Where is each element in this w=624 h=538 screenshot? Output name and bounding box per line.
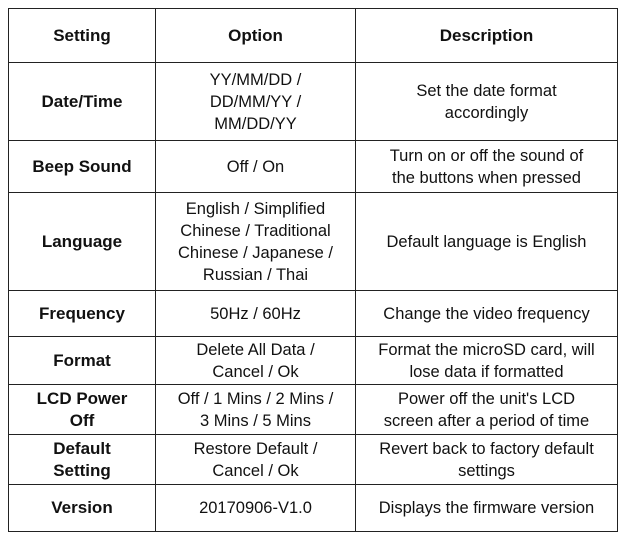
row-description: Power off the unit's LCD screen after a period of time bbox=[356, 385, 618, 435]
table-row bbox=[9, 485, 618, 532]
row-setting: Date/Time bbox=[9, 63, 156, 141]
row-description: Displays the firmware version bbox=[356, 485, 618, 532]
row-description: Turn on or off the sound of the buttons when pressed bbox=[356, 141, 618, 193]
row-setting: Default Setting bbox=[9, 435, 156, 485]
row-setting: Version bbox=[9, 485, 156, 532]
row-option: 20170906-V1.0 bbox=[156, 485, 356, 532]
row-option: Off / On bbox=[156, 141, 356, 193]
header-option: Option bbox=[156, 9, 356, 63]
header-setting: Setting bbox=[9, 9, 156, 63]
row-setting: Format bbox=[9, 337, 156, 385]
row-setting: Frequency bbox=[9, 291, 156, 337]
header-description: Description bbox=[356, 9, 618, 63]
row-option: English / Simplified Chinese / Traditional Chinese / Japanese / Russian / Thai bbox=[156, 193, 356, 291]
row-description: Set the date format accordingly bbox=[356, 63, 618, 141]
settings-table bbox=[8, 8, 618, 532]
row-setting: Beep Sound bbox=[9, 141, 156, 193]
row-description: Default language is English bbox=[356, 193, 618, 291]
table-header-row bbox=[9, 9, 618, 63]
table-row bbox=[9, 435, 618, 485]
table-row bbox=[9, 141, 618, 193]
table-row bbox=[9, 63, 618, 141]
row-option: Delete All Data / Cancel / Ok bbox=[156, 337, 356, 385]
row-option: YY/MM/DD / DD/MM/YY / MM/DD/YY bbox=[156, 63, 356, 141]
row-setting: LCD Power Off bbox=[9, 385, 156, 435]
row-option: Off / 1 Mins / 2 Mins / 3 Mins / 5 Mins bbox=[156, 385, 356, 435]
row-option: 50Hz / 60Hz bbox=[156, 291, 356, 337]
table-row bbox=[9, 385, 618, 435]
table-row bbox=[9, 291, 618, 337]
row-description: Change the video frequency bbox=[356, 291, 618, 337]
table-row bbox=[9, 193, 618, 291]
table-row bbox=[9, 337, 618, 385]
row-setting: Language bbox=[9, 193, 156, 291]
row-description: Revert back to factory default settings bbox=[356, 435, 618, 485]
row-option: Restore Default / Cancel / Ok bbox=[156, 435, 356, 485]
row-description: Format the microSD card, will lose data if formatted bbox=[356, 337, 618, 385]
